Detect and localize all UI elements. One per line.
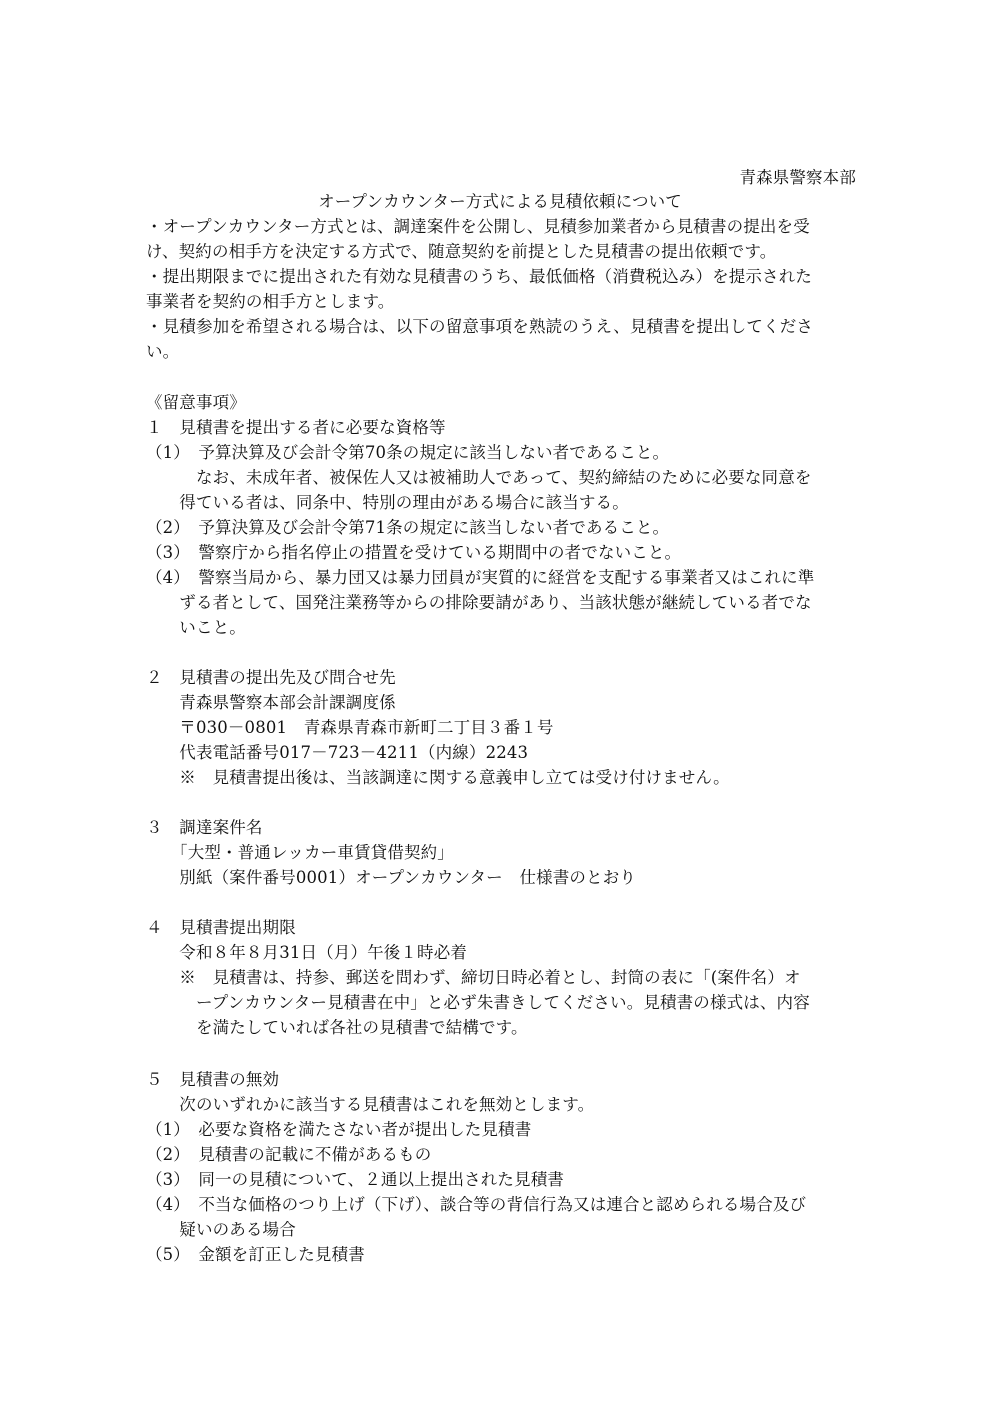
section-2-line: 〒030－0801 青森県青森市新町二丁目３番１号 xyxy=(146,718,554,737)
section-1-line: いこと。 xyxy=(146,618,246,637)
document-title: オープンカウンター方式による見積依頼について xyxy=(318,192,682,211)
section-2-heading: ２ 見積書の提出先及び問合せ先 xyxy=(146,668,396,687)
section-4-heading: ４ 見積書提出期限 xyxy=(146,918,296,937)
intro-line: け、契約の相手方を決定する方式で、随意契約を前提とした見積書の提出依頼です。 xyxy=(146,242,777,261)
section-1-heading: １ 見積書を提出する者に必要な資格等 xyxy=(146,418,446,437)
section-5-line: （1） 必要な資格を満たさない者が提出した見積書 xyxy=(146,1120,532,1139)
section-1-line: 得ている者は、同条中、特別の理由がある場合に該当する。 xyxy=(146,493,629,512)
section-5-line: （3） 同一の見積について、２通以上提出された見積書 xyxy=(146,1170,564,1189)
intro-line: い。 xyxy=(146,342,180,361)
section-1-line: （4） 警察当局から、暴力団又は暴力団員が実質的に経営を支配する事業者又はこれに準 xyxy=(146,568,815,587)
section-1-line: （1） 予算決算及び会計令第70条の規定に該当しない者であること。 xyxy=(146,443,670,462)
intro-line: ・提出期限までに提出された有効な見積書のうち、最低価格（消費税込み）を提示された xyxy=(146,267,812,286)
section-1-line: なお、未成年者、被保佐人又は被補助人であって、契約締結のために必要な同意を xyxy=(146,468,812,487)
section-3-line: 別紙（案件番号0001）オープンカウンター 仕様書のとおり xyxy=(146,868,636,887)
section-4-line: ープンカウンター見積書在中」と必ず朱書きしてください。見積書の様式は、内容 xyxy=(146,993,810,1012)
section-1-line: ずる者として、国発注業務等からの排除要請があり、当該状態が継続している者でな xyxy=(146,593,812,612)
section-5-heading: ５ 見積書の無効 xyxy=(146,1070,280,1089)
section-2-line: 代表電話番号017－723－4211（内線）2243 xyxy=(146,743,529,762)
section-4-line: を満たしていれば各社の見積書で結構です。 xyxy=(146,1018,528,1037)
issuing-organization: 青森県警察本部 xyxy=(739,168,856,187)
section-5-line: （2） 見積書の記載に不備があるもの xyxy=(146,1145,432,1164)
notes-heading: 《留意事項》 xyxy=(146,393,246,412)
section-5-line: （5） 金額を訂正した見積書 xyxy=(146,1245,365,1264)
section-3-line: 「大型・普通レッカー車賃貸借契約」 xyxy=(146,843,454,862)
section-5-line: 次のいずれかに該当する見積書はこれを無効とします。 xyxy=(146,1095,595,1114)
section-5-line: （4） 不当な価格のつり上げ（下げ）、談合等の背信行為又は連合と認められる場合及び xyxy=(146,1195,807,1214)
section-1-line: （2） 予算決算及び会計令第71条の規定に該当しない者であること。 xyxy=(146,518,670,537)
section-2-line: ※ 見積書提出後は、当該調達に関する意義申し立ては受け付けません。 xyxy=(146,768,730,787)
section-3-heading: ３ 調達案件名 xyxy=(146,818,263,837)
section-4-line: 令和８年８月31日（月）午後１時必着 xyxy=(146,943,467,962)
intro-line: ・オープンカウンター方式とは、調達案件を公開し、見積参加業者から見積書の提出を受 xyxy=(146,217,810,236)
section-2-line: 青森県警察本部会計課調度係 xyxy=(146,693,396,712)
section-4-line: ※ 見積書は、持参、郵送を問わず、締切日時必着とし、封筒の表に「(案件名）オ xyxy=(146,968,801,987)
intro-line: ・見積参加を希望される場合は、以下の留意事項を熟読のうえ、見積書を提出してくださ xyxy=(146,317,813,336)
section-1-line: （3） 警察庁から指名停止の措置を受けている期間中の者でないこと。 xyxy=(146,543,682,562)
intro-line: 事業者を契約の相手方とします。 xyxy=(146,292,395,311)
section-5-line: 疑いのある場合 xyxy=(146,1220,296,1239)
